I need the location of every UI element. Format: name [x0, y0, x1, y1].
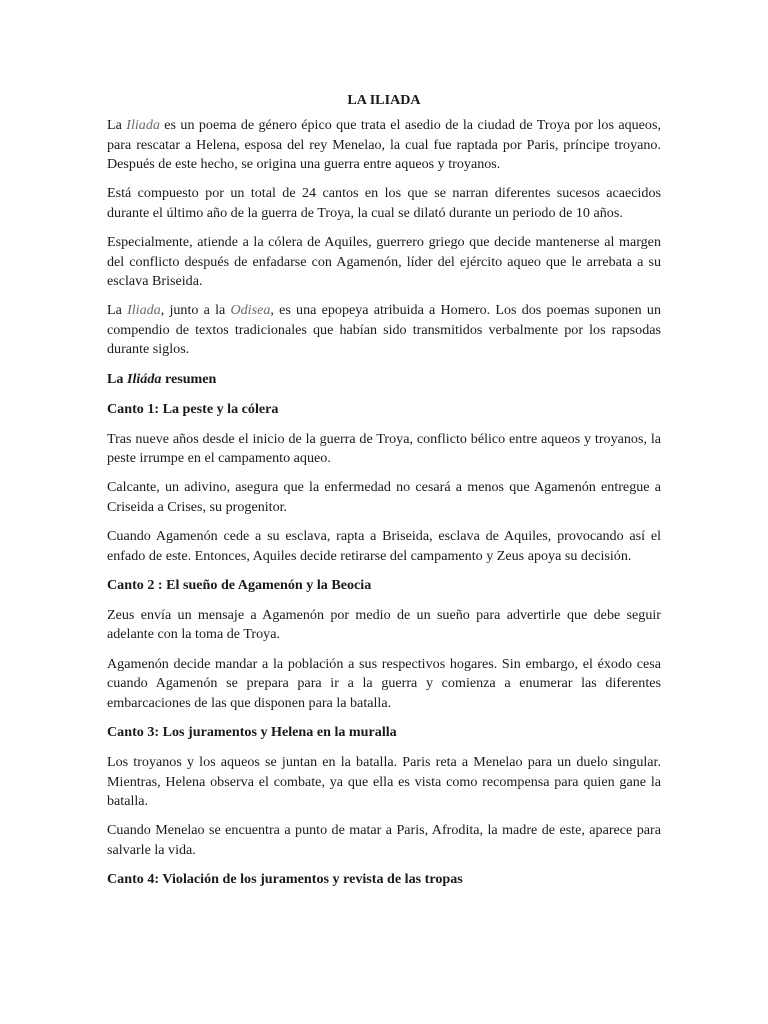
text-run: resumen: [161, 370, 217, 387]
iliada-title-ref: Iliáda: [126, 370, 162, 387]
document-title: LA ILIADA: [347, 92, 421, 108]
iliada-title-ref: Iliada: [127, 302, 161, 319]
canto-2-paragraph-2: Agamenón decide mandar a la población a sus respectivos hogares. Sin embargo, el éxodo cesa cuando Agamenón se prepara para ir a la guerra y comienza a enumerar las diferentes embarcaciones de las que disponen para la batalla.: [107, 655, 661, 711]
text-run: , es una epopeya atribuida a Homero. Los dos poemas suponen un compendio de textos tradicionales que habían sido transmitidos verbalmente por los rapsodas durante siglos.: [107, 302, 661, 358]
canto-3-paragraph-1: Los troyanos y los aqueos se juntan en la batalla. Paris reta a Menelao para un duelo singular. Mientras, Helena observa el combate, ya que ella es vista como recompensa para quien gane la batalla.: [107, 753, 661, 810]
canto-1-paragraph-3: Cuando Agamenón cede a su esclava, rapta a Briseida, esclava de Aquiles, provocando así el enfado de este. Entonces, Aquiles decide retirarse del campamento y Zeus apoya su decisión.: [107, 528, 661, 564]
canto-4-heading: Canto 4: Violación de los juramentos y revista de las tropas: [107, 870, 463, 887]
intro-paragraph-2: Está compuesto por un total de 24 cantos en los que se narran diferentes sucesos acaecidos durante el último año de la guerra de Troya, la cual se dilató durante un periodo de 10 años.: [107, 185, 661, 221]
text-run: La: [107, 370, 127, 387]
document-body: [107, 90, 661, 900]
canto-2-paragraph-1: Zeus envía un mensaje a Agamenón por medio de un sueño para advertirle que debe seguir adelante con la toma de Troya.: [107, 606, 661, 643]
iliada-title-ref: Iliada: [126, 117, 160, 133]
text-run: La: [107, 302, 128, 319]
canto-2-heading: Canto 2 : El sueño de Agamenón y la Beocia: [107, 576, 372, 593]
intro-paragraph-4: [107, 301, 661, 360]
summary-heading: [107, 370, 661, 390]
canto-1-paragraph-1: Tras nueve años desde el inicio de la guerra de Troya, conflicto bélico entre aqueos y troyanos, la peste irrumpe en el campamento aqueo.: [107, 430, 661, 467]
text-run: La: [107, 117, 127, 133]
text-run: , junto a la: [160, 302, 231, 319]
text-run: es un poema de género épico que trata el asedio de la ciudad de Troya por los aqueos, para rescatar a Helena, esposa del rey Menelao, la cual fue raptada por Paris, príncipe troyano. Después de este hecho, se origina una guerra entre aqueos y troyanos.: [107, 117, 661, 173]
canto-3-heading: Canto 3: Los juramentos y Helena en la muralla: [107, 723, 397, 740]
canto-1-paragraph-2: Calcante, un adivino, asegura que la enfermedad no cesará a menos que Agamenón entregue a Criseida a Crises, su progenitor.: [107, 479, 661, 515]
intro-paragraph-1: [107, 116, 661, 175]
odisea-title-ref: Odisea: [230, 302, 271, 319]
canto-3-paragraph-2: Cuando Menelao se encuentra a punto de matar a Paris, Afrodita, la madre de este, aparece para salvarle la vida.: [107, 822, 661, 858]
canto-1-heading: Canto 1: La peste y la cólera: [107, 400, 279, 417]
intro-paragraph-3: Especialmente, atiende a la cólera de Aquiles, guerrero griego que decide mantenerse al margen del conflicto después de enfadarse con Agamenón, líder del ejército aqueo que le arrebata a su esclava Briseida.: [107, 233, 661, 290]
